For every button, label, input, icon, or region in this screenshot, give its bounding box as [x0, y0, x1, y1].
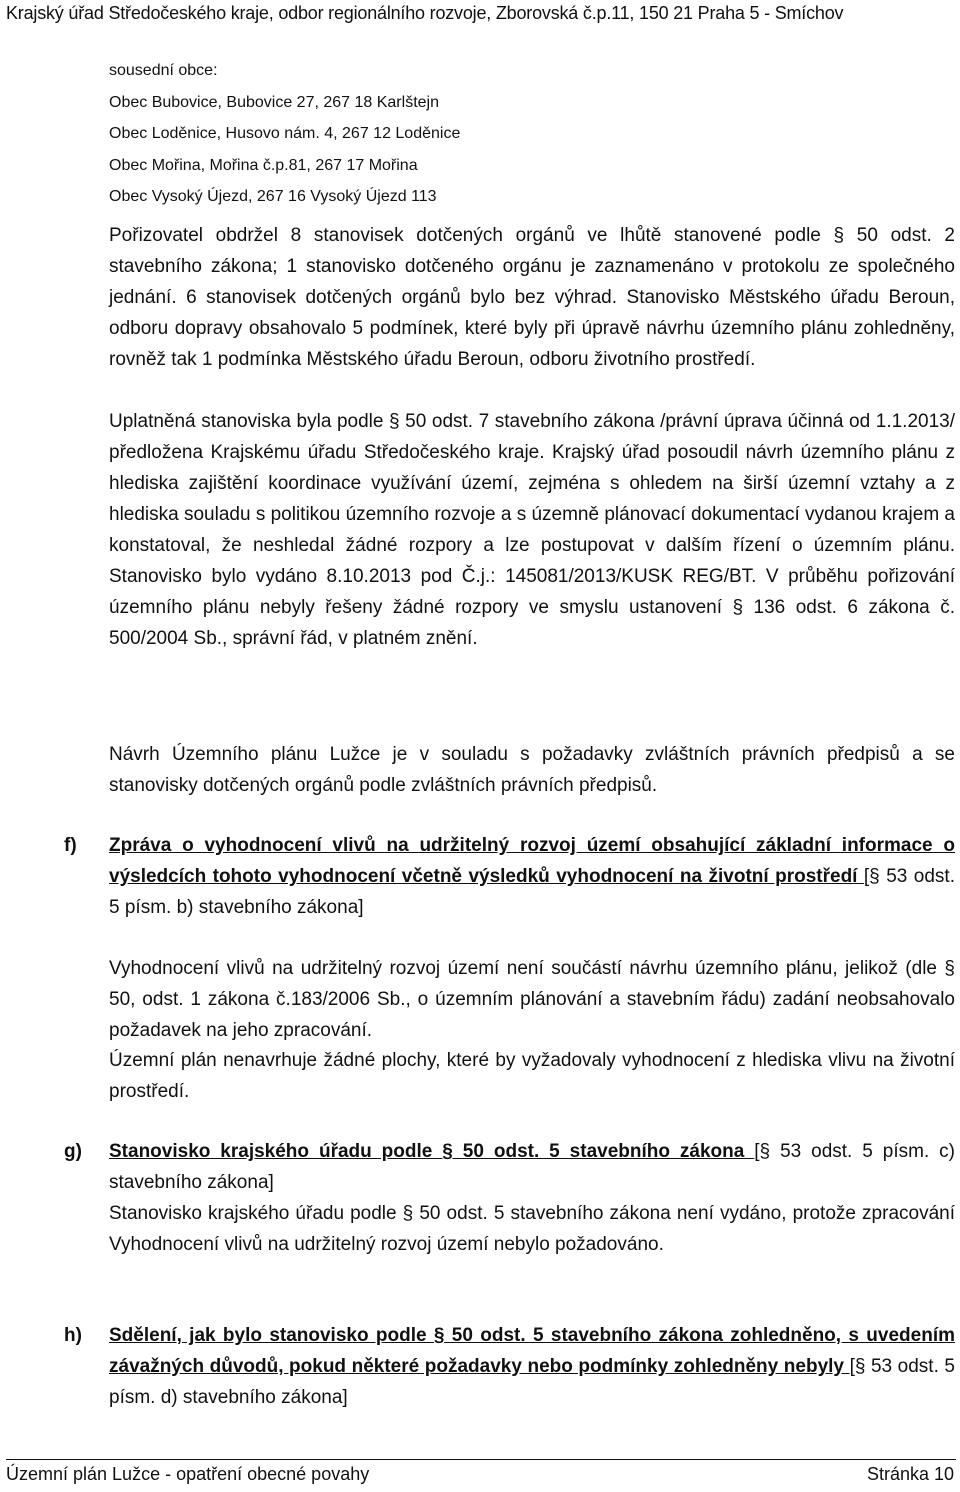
section-f-legal-ref: [§ 53 odst. 5 písm. b) stavebního zákona]: [109, 866, 955, 918]
section-g-title: [109, 1136, 955, 1198]
section-g-letter: g): [64, 1141, 82, 1162]
section-h-title-text: Sdělení, jak bylo stanovisko podle § 50 odst. 5 stavebního zákona zohledněno, s uvedením závažných důvodů, pokud některé požadavky nebo podmínky zohledněny nebyly: [109, 1325, 955, 1377]
section-g-title-text: Stanovisko krajského úřadu podle § 50 odst. 5 stavebního zákona: [109, 1141, 755, 1162]
neighbor-municipalities-list: [109, 55, 929, 213]
section-f-body-1: Vyhodnocení vlivů na udržitelný rozvoj území není součástí návrhu územního plánu, jelikož (dle § 50, odst. 1 zákona č.183/2006 Sb., o územním plánování a stavebním řádu) zadání neobsahovalo požadavek na jeho zpracování.: [109, 958, 955, 1041]
paragraph-regional-office-review: Uplatněná stanoviska byla podle § 50 odst. 7 stavebního zákona /právní úprava účinná od 1.1.2013/ předložena Krajskému úřadu Středočeského kraje. Krajský úřad posoudil návrh územního plánu z hlediska zajištění koordinace využívání území, zejména s ohledem na širší územní vztahy a z hlediska souladu s politikou územního rozvoje a s územně plánovací dokumentací vydanou krajem a konstatoval, že neshledal žádné rozpory a lze postupovat v dalším řízení o územním plánu. Stanovisko bylo vydáno 8.10.2013 pod Č.j.: 145081/2013/KUSK REG/BT. V průběhu pořizování územního plánu nebyly řešeny žádné rozpory ve smyslu ustanovení § 136 odst. 6 zákona č. 500/2004 Sb., správní řád, v platném znění.: [109, 411, 955, 649]
list-heading: sousední obce:: [109, 62, 218, 79]
section-g-legal-ref: [§ 53 odst. 5 písm. c) stavebního zákona]: [109, 1141, 955, 1193]
page-header: Krajský úřad Středočeského kraje, odbor regionálního rozvoje, Zborovská č.p.11, 150 21 Praha 5 - Smíchov: [6, 3, 844, 23]
section-g-body: Stanovisko krajského úřadu podle § 50 odst. 5 stavebního zákona není vydáno, protože zpracování Vyhodnocení vlivů na udržitelný rozvoj území nebylo požadováno.: [109, 1203, 955, 1255]
section-h-letter: h): [64, 1325, 82, 1346]
footer-divider: [6, 1459, 956, 1460]
section-f-title: [109, 830, 955, 923]
paragraph-statements-summary: Pořizovatel obdržel 8 stanovisek dotčených orgánů ve lhůtě stanovené podle § 50 odst. 2 stavebního zákona; 1 stanovisko dotčeného orgánu je zaznamenáno v protokolu ze společného jednání. 6 stanovisek dotčených orgánů bylo bez výhrad. Stanovisko Městského úřadu Beroun, odboru dopravy obsahovalo 5 podmínek, které byly při úpravě návrhu územního plánu zohledněny, rovněž tak 1 podmínka Městského úřadu Beroun, odboru životního prostředí.: [109, 225, 955, 370]
section-f-title-text: Zpráva o vyhodnocení vlivů na udržitelný rozvoj území obsahující základní informace o výsledcích tohoto vyhodnocení včetně výsledků vyhodnocení na životní prostředí: [109, 835, 955, 887]
list-item: Obec Loděnice, Husovo nám. 4, 267 12 Loděnice: [109, 125, 461, 142]
section-f-body-2: Územní plán nenavrhuje žádné plochy, které by vyžadovaly vyhodnocení z hlediska vlivu na životní prostředí.: [109, 1050, 955, 1102]
section-h-legal-ref: [§ 53 odst. 5 písm. d) stavebního zákona]: [109, 1356, 955, 1408]
section-h-title: [109, 1320, 955, 1413]
list-item: Obec Mořina, Mořina č.p.81, 267 17 Mořina: [109, 156, 418, 174]
section-f-letter: f): [64, 835, 77, 856]
list-item: Obec Bubovice, Bubovice 27, 267 18 Karlštejn: [109, 93, 439, 111]
footer-page-number: Stránka 10: [866, 1464, 954, 1484]
footer-document-title: Územní plán Lužce - opatření obecné povahy: [6, 1464, 370, 1484]
paragraph-conformity: Návrh Územního plánu Lužce je v souladu s požadavky zvláštních právních předpisů a se stanovisky dotčených orgánů podle zvláštních právních předpisů.: [109, 744, 955, 796]
list-item: Obec Vysoký Újezd, 267 16 Vysoký Újezd 113: [109, 188, 437, 205]
